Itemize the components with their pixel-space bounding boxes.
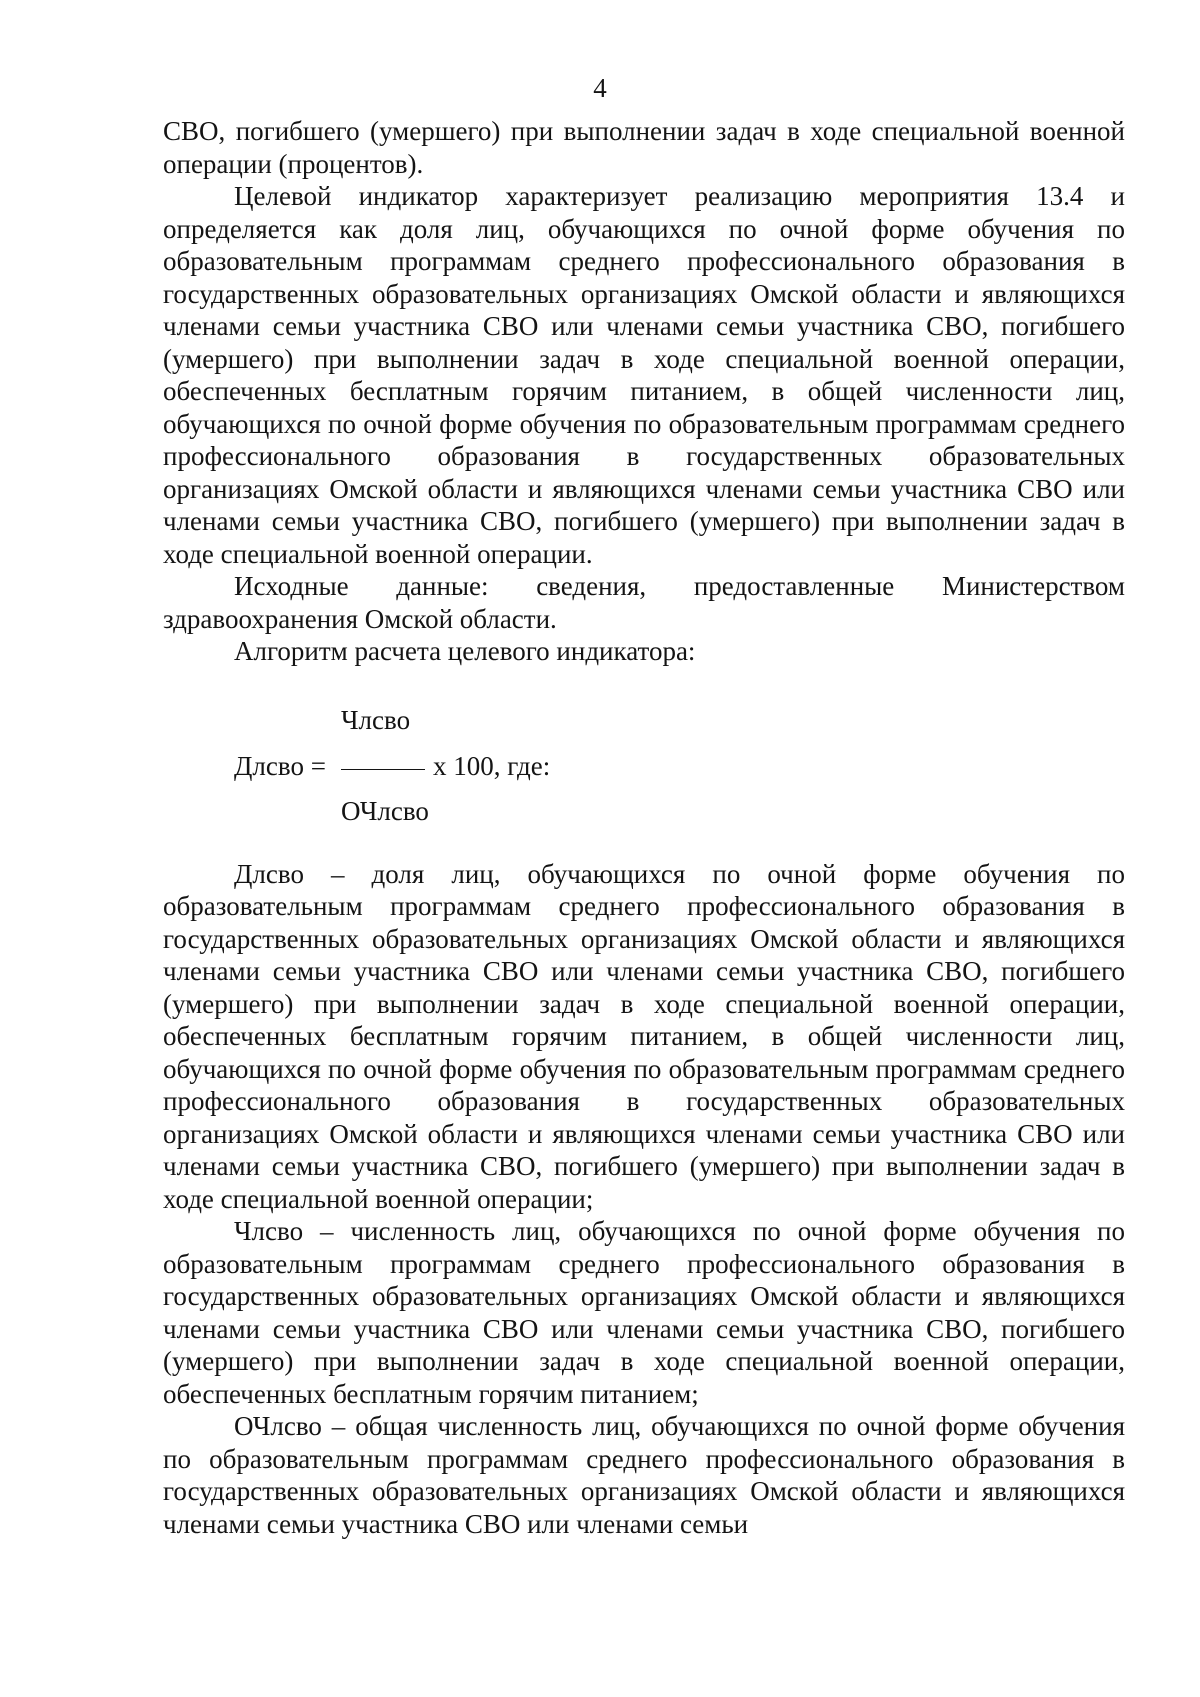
paragraph-continuation: СВО, погибшего (умершего) при выполнении задач в ходе специальной военной операции (процентов). (163, 116, 1125, 179)
paragraph-indicator-description: Целевой индикатор характеризует реализацию мероприятия 13.4 и определяется как доля лиц, обучающихся по очной форме обучения по образовательным программам среднего профессионального образования в государственных образовательных организациях Омской области и являющихся членами семьи участника СВО или членами семьи участника СВО, погибшего (умершего) при выполнении задач в ходе специальной военной операции, обеспеченных бесплатным горячим питанием, в общей численности лиц, обучающихся по очной форме обучения по образовательным программам среднего профессионального образования в государственных образовательных организациях Омской области и являющихся членами семьи участника СВО или членами семьи участника СВО, погибшего (умершего) при выполнении задач в ходе специальной военной операции. (163, 181, 1125, 569)
definition-dlsvo: Длсво – доля лиц, обучающихся по очной форме обучения по образовательным программам среднего профессионального образования в государственных образовательных организациях Омской области и являющихся членами семьи участника СВО или членами семьи участника СВО, погибшего (умершего) при выполнении задач в ходе специальной военной операции, обеспеченных бесплатным горячим питанием, в общей численности лиц, обучающихся по очной форме обучения по образовательным программам среднего профессионального образования в государственных образовательных организациях Омской области и являющихся членами семьи участника СВО или членами семьи участника СВО, погибшего (умершего) при выполнении задач в ходе специальной военной операции; (163, 858, 1125, 1214)
definition-chlsvo: Члсво – численность лиц, обучающихся по очной форме обучения по образовательным программам среднего профессионального образования в государственных образовательных организациях Омской области и являющихся членами семьи участника СВО или членами семьи участника СВО, погибшего (умершего) при выполнении задач в ходе специальной военной операции, обеспеченных бесплатным горячим питанием; (163, 1216, 1125, 1409)
paragraph-source-data: Исходные данные: сведения, предоставленные Министерством здравоохранения Омской области. (163, 571, 1125, 634)
formula-denominator: ОЧлсво (341, 795, 429, 826)
definition-ochlsvo: ОЧлсво – общая численность лиц, обучающихся по очной форме обучения по образовательным программам среднего профессионального образования в государственных образовательных организациях Омской области и являющихся членами семьи участника СВО или членами семьи (163, 1411, 1125, 1539)
formula-lhs: Длсво = (234, 750, 326, 781)
formula-rhs: х 100, где: (433, 750, 551, 781)
formula (163, 668, 1125, 858)
paragraph-algorithm-heading: Алгоритм расчета целевого индикатора: (234, 636, 696, 666)
formula-numerator: Члсво (341, 704, 411, 735)
page-number: 4 (593, 73, 607, 103)
formula-fraction-bar (341, 769, 425, 770)
document-body (163, 115, 1125, 1540)
